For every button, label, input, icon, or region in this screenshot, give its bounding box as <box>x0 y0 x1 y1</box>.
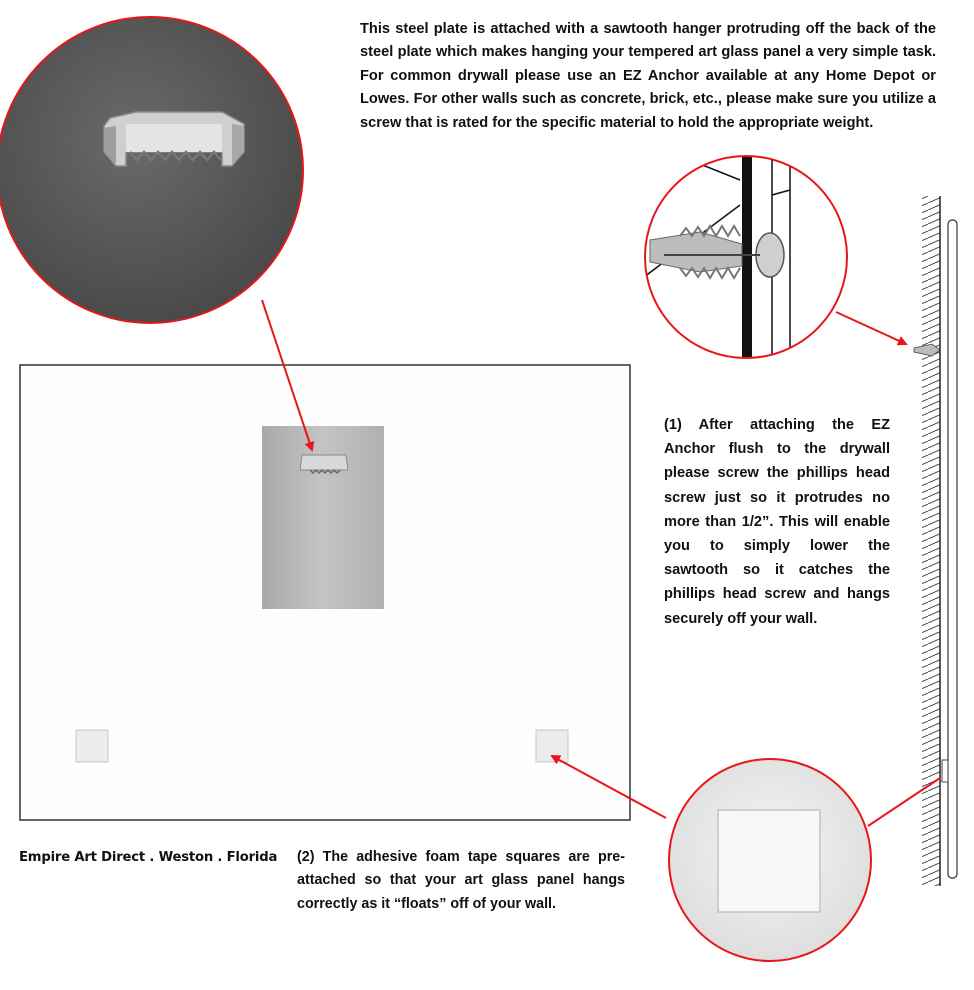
description-top: This steel plate is attached with a sawtooth hanger protruding off the back of the steel plate which makes hanging your tempered art glass panel a very simple task. For common drywall please use an EZ Anchor available at any Home Depot or Lowes. For other walls such as concrete, brick, etc., please make sure you utilize a screw that is rated for the specific material to hold the appropriate weight. <box>360 21 936 131</box>
brand-footer: Empire Art Direct . Weston . Florida <box>19 850 278 865</box>
foam-tape-square-right <box>536 730 568 762</box>
step2-instructions: (2) The adhesive foam tape squares are pre-attached so that your art glass panel hangs correctly as it “floats” off of your wall. <box>297 849 625 912</box>
sawtooth-hanger <box>300 455 348 473</box>
foam-tape-zoom-circle <box>669 759 871 961</box>
glass-panel-profile <box>948 220 957 878</box>
ez-anchor-zoom-circle <box>640 140 847 380</box>
steel-plate <box>262 426 384 609</box>
wall-side-profile <box>914 196 957 886</box>
foam-tape-closeup <box>718 810 820 912</box>
hanger-zoom-circle <box>0 17 303 323</box>
foam-tape-square-left <box>76 730 108 762</box>
arrow-to-anchor <box>836 312 906 344</box>
step1-instructions: (1) After attaching the EZ Anchor flush to the drywall please screw the phillips head screw just so it protrudes no more than 1/2”. This will enable you to simply lower the sawtooth so it catches the phillips head screw and hangs securely off your wall. <box>664 417 890 627</box>
art-glass-panel <box>20 365 630 820</box>
